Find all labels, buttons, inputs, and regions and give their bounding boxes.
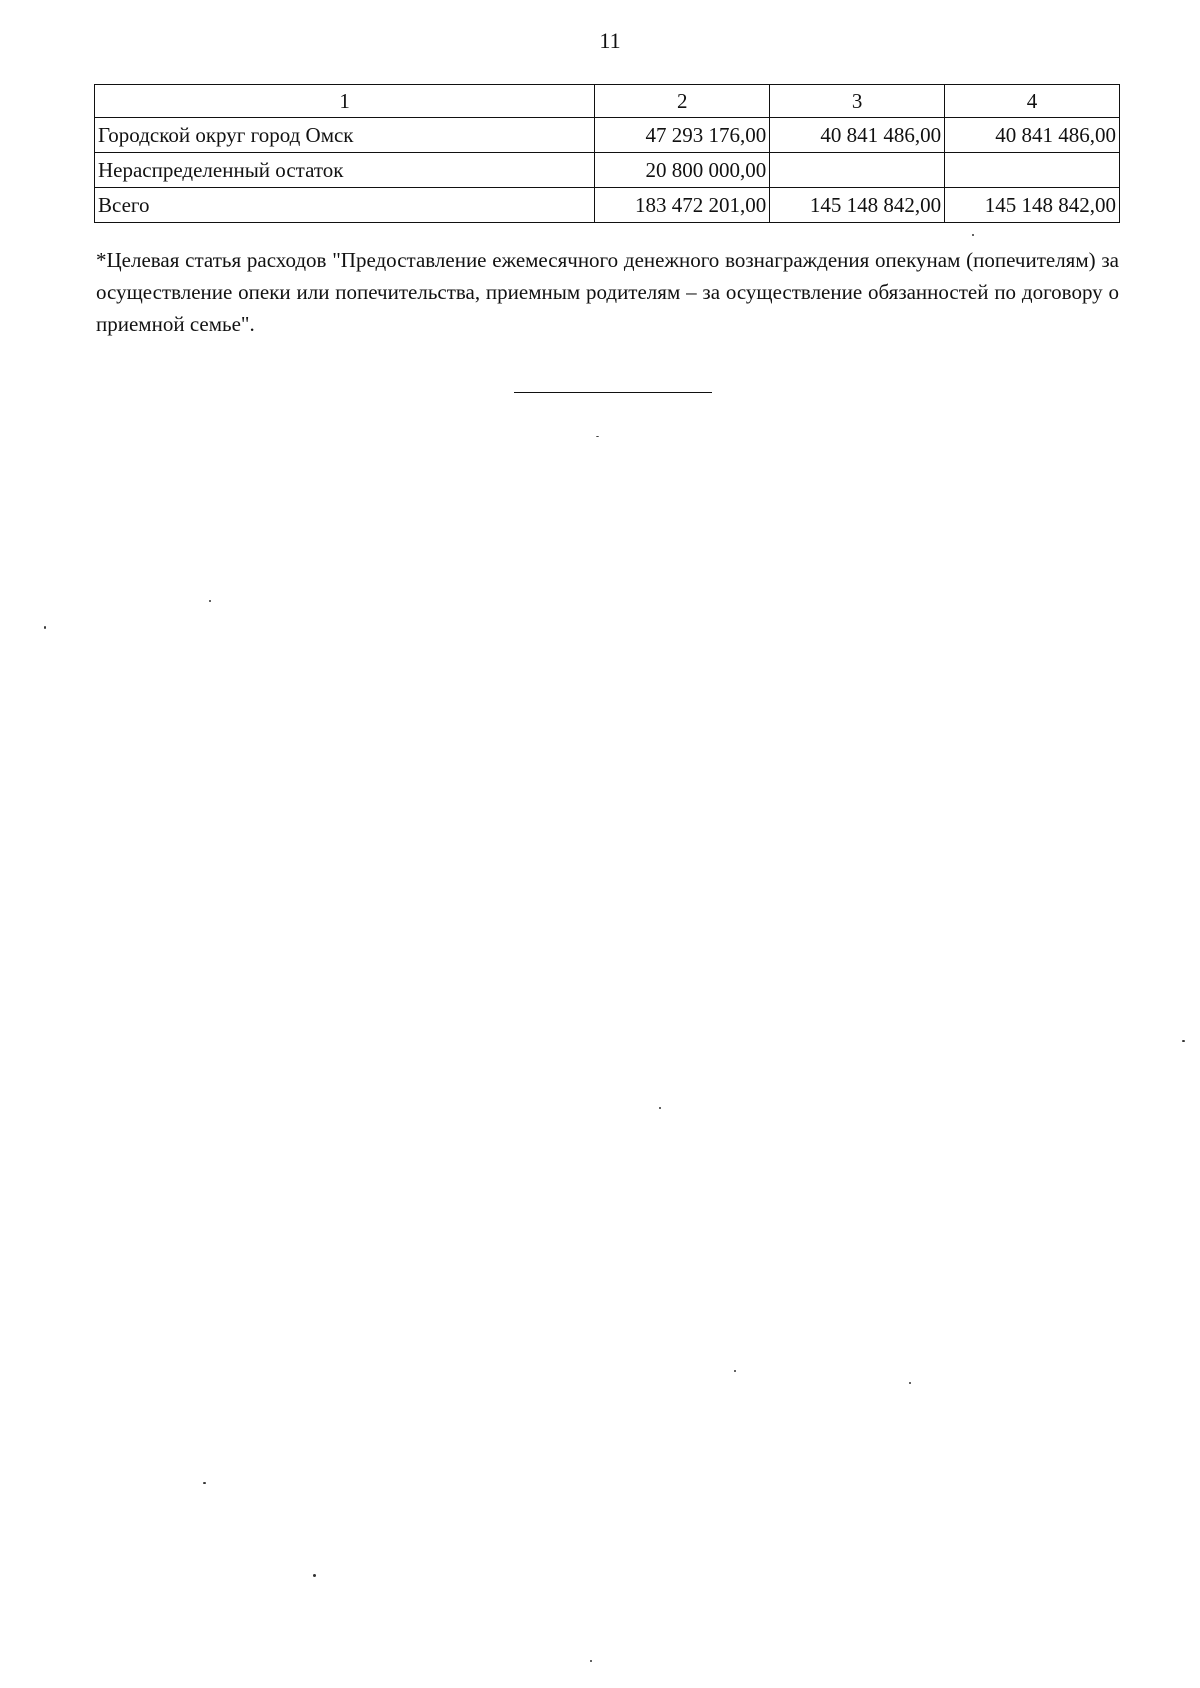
scan-speck [1182, 1040, 1185, 1042]
scan-speck [909, 1382, 911, 1384]
scan-speck [203, 1482, 206, 1484]
row-value-2: 47 293 176,00 [595, 118, 770, 153]
scan-speck [313, 1574, 316, 1577]
table-row-total [95, 188, 1120, 223]
header-cell-3: 3 [770, 85, 945, 118]
budget-table [94, 84, 1120, 223]
row-name: Нераспределенный остаток [95, 153, 595, 188]
table-row [95, 153, 1120, 188]
row-value-2: 20 800 000,00 [595, 153, 770, 188]
row-name: Городской округ город Омск [95, 118, 595, 153]
scan-speck [590, 1660, 592, 1662]
row-value-3 [770, 153, 945, 188]
row-value-3: 40 841 486,00 [770, 118, 945, 153]
row-value-4: 145 148 842,00 [945, 188, 1120, 223]
scan-speck [734, 1370, 736, 1372]
row-value-3: 145 148 842,00 [770, 188, 945, 223]
scan-speck [972, 234, 974, 236]
separator-line [514, 392, 712, 393]
row-value-4 [945, 153, 1120, 188]
header-cell-4: 4 [945, 85, 1120, 118]
scan-speck [209, 600, 211, 602]
row-value-4: 40 841 486,00 [945, 118, 1120, 153]
header-cell-1: 1 [95, 85, 595, 118]
scan-speck [596, 436, 599, 437]
scan-speck [44, 626, 46, 629]
table-row [95, 118, 1120, 153]
row-value-2: 183 472 201,00 [595, 188, 770, 223]
row-name: Всего [95, 188, 595, 223]
header-cell-2: 2 [595, 85, 770, 118]
page-number: 11 [599, 28, 621, 53]
scan-speck [659, 1107, 661, 1109]
table-header-row [95, 85, 1120, 118]
footnote: *Целевая статья расходов "Предоставление ежемесячного денежного вознаграждения опекунам (попечителям) за осуществление опеки или попечительства, приемным родителям – за осуществление обязанностей по договору о приемной семье". [96, 248, 1119, 336]
